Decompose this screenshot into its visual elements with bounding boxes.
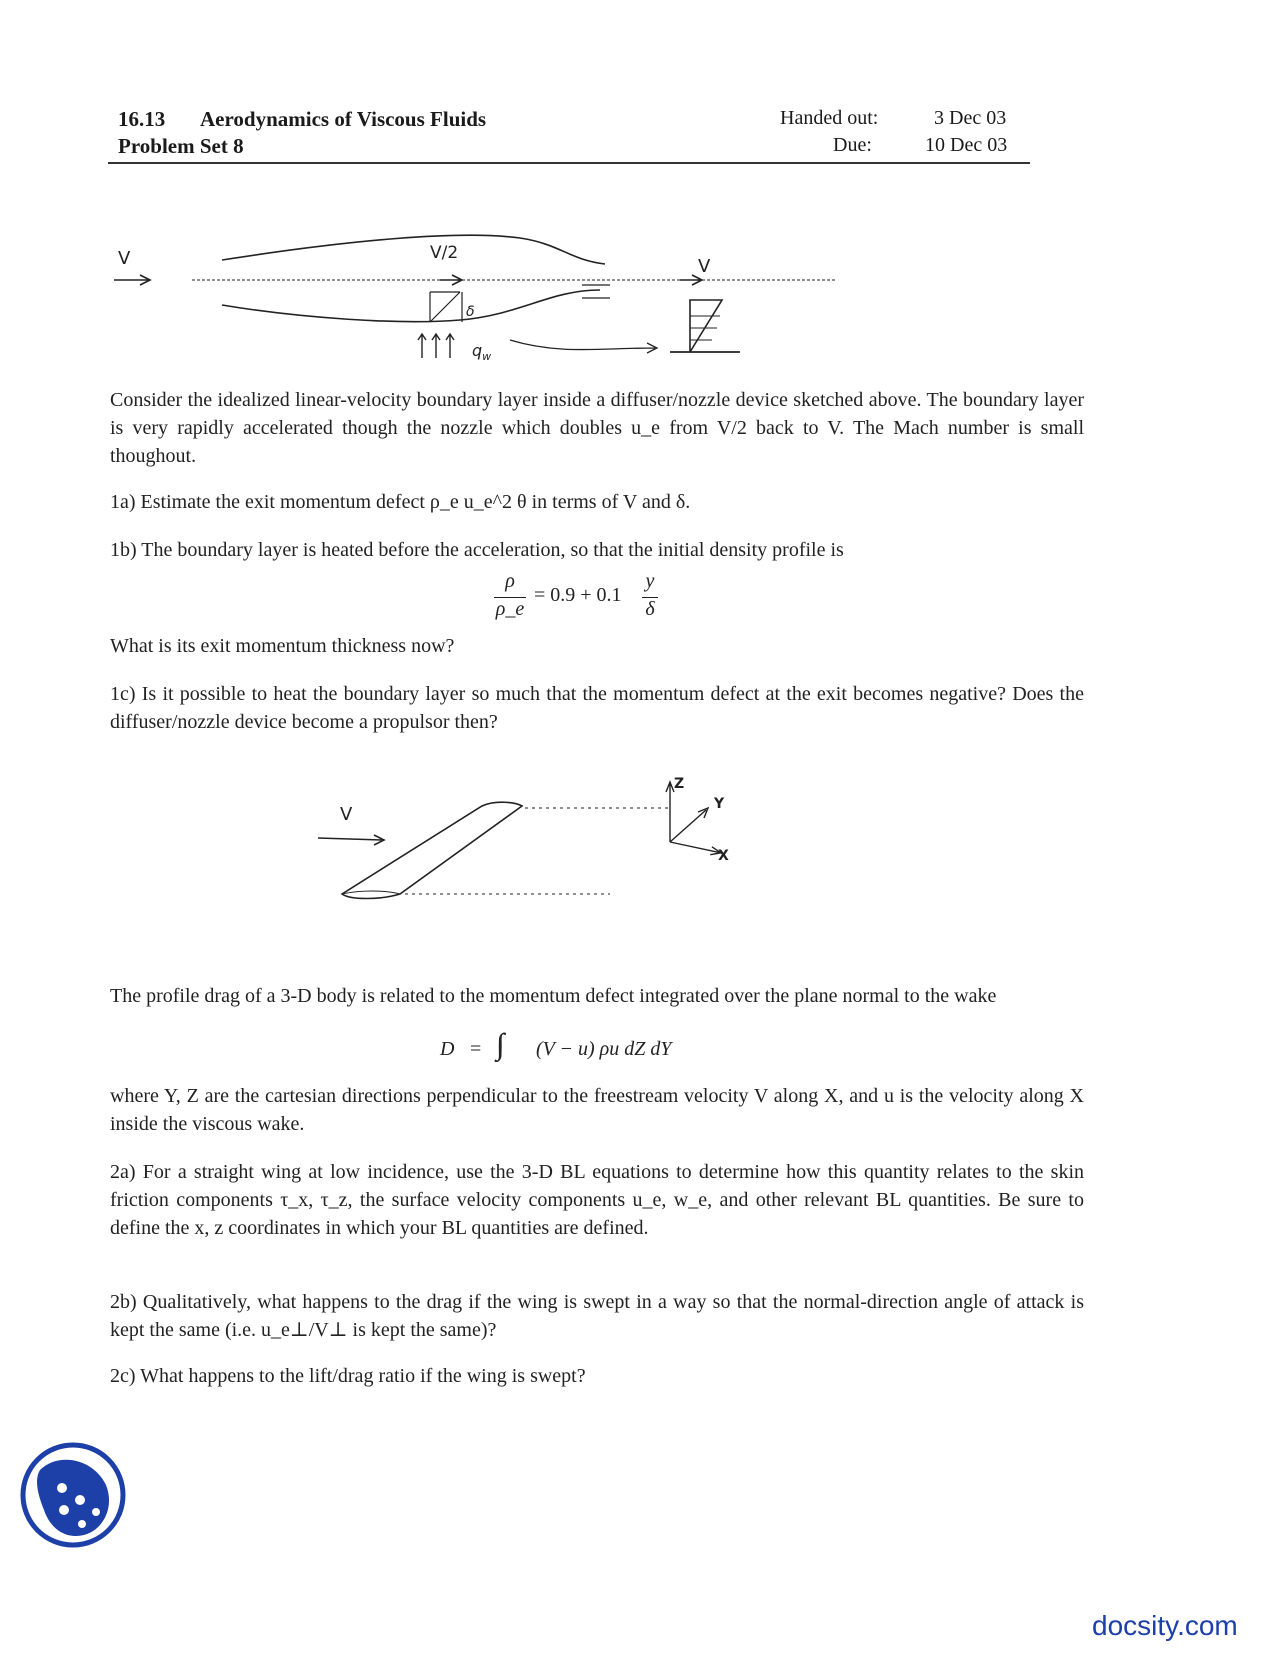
due-date: 10 Dec 03 bbox=[925, 134, 1008, 156]
course-number: 16.13 bbox=[118, 107, 166, 131]
fig2-z-axis: Z bbox=[674, 776, 685, 792]
docsity-logo-icon[interactable] bbox=[18, 1440, 128, 1550]
swept-wing-figure bbox=[310, 770, 760, 910]
question-1a: 1a) Estimate the exit momentum defect ρ_e u_e^2 θ in terms of V and δ. bbox=[110, 491, 691, 513]
header-rule bbox=[108, 162, 1030, 164]
handed-out-date: 3 Dec 03 bbox=[934, 107, 1007, 129]
question-1c: 1c) Is it possible to heat the boundary layer so much that the momentum defect at the exit becomes negative? Does the diffuser/nozzle device become a propulsor then? bbox=[110, 683, 1084, 733]
question-1b-followup: What is its exit momentum thickness now? bbox=[110, 635, 455, 657]
coordinates-paragraph: where Y, Z are the cartesian directions perpendicular to the freestream velocity V along X, and u is the velocity along X inside the viscous wake. bbox=[110, 1085, 1084, 1135]
diffuser-nozzle-figure bbox=[100, 230, 860, 370]
fig1-v-left: V bbox=[118, 248, 131, 269]
fig2-v: V bbox=[340, 804, 353, 825]
question-2c: 2c) What happens to the lift/drag ratio if the wing is swept? bbox=[110, 1365, 586, 1387]
fig1-delta: δ bbox=[466, 304, 475, 320]
fig1-qw: $q_w$ bbox=[472, 341, 492, 363]
fig1-v-half: V/2 bbox=[430, 243, 459, 263]
fig1-v-right: V bbox=[698, 256, 711, 277]
handed-out-label: Handed out: bbox=[780, 107, 879, 129]
fig2-x-axis: X bbox=[718, 848, 729, 864]
due-label: Due: bbox=[833, 134, 872, 156]
drag-paragraph: The profile drag of a 3-D body is related to the momentum defect integrated over the plane normal to the wake bbox=[110, 985, 997, 1007]
question-2a: 2a) For a straight wing at low incidence, use the 3-D BL equations to determine how this quantity relates to the skin friction components τ_x, τ_z, the surface velocity components u_e, w_e, and other relevant BL quantities. Be sure to define the x, z coordinates in which your BL quantities are defined. bbox=[110, 1161, 1084, 1239]
drag-integral-equation: D = ∫∫ (V − u) ρu dZ dY bbox=[440, 1028, 672, 1061]
fig2-y-axis: Y bbox=[714, 796, 725, 812]
docsity-brand-link[interactable]: docsity.com bbox=[1092, 1610, 1238, 1641]
density-profile-equation: ρ ρ_e = 0.9 + 0.1 y δ bbox=[492, 570, 692, 626]
course-title: Aerodynamics of Viscous Fluids bbox=[200, 107, 487, 131]
question-1b: 1b) The boundary layer is heated before the acceleration, so that the initial density profile is bbox=[110, 539, 844, 561]
question-2b: 2b) Qualitatively, what happens to the drag if the wing is swept in a way so that the normal-direction angle of attack is kept the same (i.e. u_e⊥/V⊥ is kept the same)? bbox=[110, 1291, 1084, 1341]
problem-set-label: Problem Set 8 bbox=[118, 134, 244, 158]
intro-paragraph: Consider the idealized linear-velocity boundary layer inside a diffuser/nozzle device sketched above. The boundary layer is very rapidly accelerated though the nozzle which doubles u_e from V/2 back to V. The Mach number is small thoughout. bbox=[110, 389, 1084, 467]
